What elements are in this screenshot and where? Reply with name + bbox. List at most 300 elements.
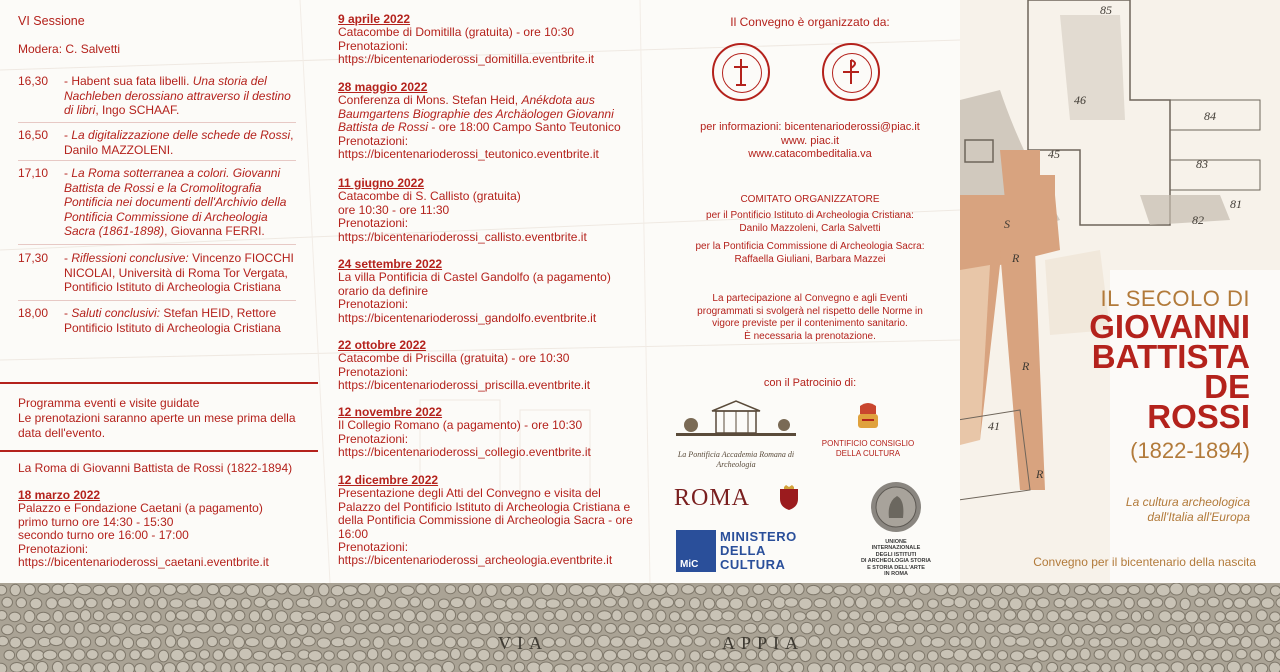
section-rule xyxy=(0,450,318,452)
cobblestone xyxy=(253,651,266,660)
cobblestone xyxy=(785,598,798,607)
cobblestone xyxy=(86,598,98,608)
cobblestone xyxy=(1165,650,1175,660)
cobblestone xyxy=(1227,661,1240,672)
cobblestone xyxy=(52,584,64,594)
cobblestone xyxy=(905,662,915,672)
cobblestone xyxy=(931,638,945,648)
cobblestone xyxy=(1032,662,1042,672)
event-link[interactable]: https://bicentenarioderossi_gandolfo.eventbrite.it xyxy=(338,310,597,325)
cobblestone xyxy=(760,599,771,608)
event-line: ore 10:30 - ore 11:30 xyxy=(338,202,450,217)
cobblestone xyxy=(340,625,350,634)
cobblestone xyxy=(478,649,490,660)
cobblestone xyxy=(961,663,974,672)
cobblestone xyxy=(838,611,848,620)
cobblestone xyxy=(976,611,988,622)
cobblestone xyxy=(1247,597,1260,607)
talk-speaker: , Ingo SCHAAF. xyxy=(95,103,180,118)
cobblestone xyxy=(963,611,973,621)
cobblestone xyxy=(213,623,225,633)
cobblestone xyxy=(176,611,189,620)
info-email[interactable]: per informazioni: bicentenarioderossi@piac.it xyxy=(700,121,920,133)
cobblestone xyxy=(135,612,147,622)
cobblestone xyxy=(387,585,397,594)
cobblestone xyxy=(865,585,876,596)
cobblestone xyxy=(149,586,161,596)
cobblestone xyxy=(921,636,932,647)
event-date: 9 aprile 2022 xyxy=(338,12,411,26)
cobblestone xyxy=(150,662,162,672)
cobblestone xyxy=(234,610,245,620)
cobblestone xyxy=(1082,624,1094,635)
cobblestone xyxy=(501,664,511,672)
talk-plain: - xyxy=(64,251,68,265)
cobblestone xyxy=(115,650,125,661)
cobblestone xyxy=(612,610,622,621)
event-link[interactable]: https://bicentenarioderossi_archeologia.eventbrite.it xyxy=(338,553,613,568)
cobblestone xyxy=(876,611,888,622)
cobblestone xyxy=(107,586,119,596)
cobblestone xyxy=(1180,598,1190,609)
cobblestone xyxy=(1074,586,1086,595)
cobblestone xyxy=(556,584,566,596)
info-block xyxy=(660,121,960,162)
cobblestone xyxy=(2,597,13,607)
cobblestone xyxy=(724,663,735,672)
cobblestone xyxy=(1004,610,1016,620)
cobblestone xyxy=(319,584,329,596)
cobblestone xyxy=(1121,623,1134,633)
cobblestone xyxy=(165,636,175,648)
cobblestone xyxy=(192,662,204,672)
cobblestone xyxy=(151,612,161,623)
cobblestone xyxy=(158,650,168,662)
cobblestone xyxy=(224,648,238,660)
cobblestone xyxy=(1178,649,1192,660)
cobblestone xyxy=(982,650,995,660)
accademia-logo xyxy=(666,395,806,467)
cobblestone xyxy=(170,599,183,608)
cobblestone xyxy=(1194,623,1204,634)
event-item xyxy=(338,13,638,67)
cobblestone xyxy=(934,585,947,596)
cobblestone xyxy=(1241,585,1251,595)
cobblestone xyxy=(794,612,806,621)
program-block xyxy=(18,396,308,441)
committee-line: Danilo Mazzoleni, Carla Salvetti xyxy=(739,222,881,234)
cobblestone xyxy=(710,610,723,621)
cobblestone xyxy=(0,585,7,595)
pontificio-consiglio-logo xyxy=(818,400,918,464)
cobblestone xyxy=(659,624,671,634)
cobblestone xyxy=(344,637,357,647)
cobblestone xyxy=(744,623,757,633)
cobblestone xyxy=(1270,586,1280,596)
cobblestone xyxy=(93,611,104,621)
cobblestone xyxy=(666,584,678,596)
cobblestone xyxy=(10,663,23,672)
map-letter: R xyxy=(1022,359,1030,373)
cobblestone xyxy=(290,611,303,622)
cobblestone xyxy=(1221,650,1233,661)
cobblestone xyxy=(24,584,35,595)
talk-speaker: , Giovanna FERRI. xyxy=(164,224,265,239)
cobblestone xyxy=(793,662,804,672)
cobblestone xyxy=(1017,664,1031,672)
cobblestone xyxy=(656,610,666,622)
cobblestone xyxy=(990,662,1001,671)
cobblestone xyxy=(513,586,523,595)
cobblestone xyxy=(157,597,167,608)
cobblestone xyxy=(957,623,967,634)
event-item xyxy=(338,406,638,460)
cobblestone xyxy=(829,650,841,661)
cobblestone xyxy=(641,609,653,621)
event-line: Prenotazioni: xyxy=(338,540,409,555)
event-link[interactable]: https://bicentenarioderossi_collegio.eventbrite.it xyxy=(338,445,591,460)
cobblestone xyxy=(512,612,525,622)
cobblestone xyxy=(998,598,1008,609)
cobblestone xyxy=(185,651,197,661)
cobblestone xyxy=(1087,610,1100,622)
cobblestone xyxy=(130,650,141,660)
cobblestone xyxy=(368,623,380,633)
cobblestone xyxy=(633,650,646,660)
cobblestone xyxy=(190,584,203,595)
cobblestone xyxy=(877,664,890,672)
cobblestone xyxy=(65,636,78,648)
cobblestone xyxy=(638,638,651,649)
info-web[interactable]: www. piac.it xyxy=(780,134,840,147)
cobblestone xyxy=(808,663,821,672)
ministero-logo xyxy=(676,530,806,574)
cobblestone xyxy=(690,651,701,662)
cover-title-line1: IL SECOLO DI xyxy=(1100,286,1250,311)
cobblestone xyxy=(309,596,322,608)
cobblestone xyxy=(136,638,149,648)
event-link[interactable]: https://bicentenarioderossi_priscilla.eventbrite.it xyxy=(338,378,591,393)
cobblestone xyxy=(949,637,960,647)
cobblestone xyxy=(431,636,443,646)
cobblestone xyxy=(598,635,611,647)
cobblestone xyxy=(1241,636,1252,648)
cobblestone xyxy=(1024,649,1038,659)
cobblestone xyxy=(633,598,643,609)
session-title: VI Sessione xyxy=(18,14,85,28)
talk-time: 16,30 xyxy=(18,74,49,88)
cobblestone xyxy=(969,599,980,609)
cobblestone xyxy=(1061,663,1073,672)
cobblestone xyxy=(437,623,447,633)
cobblestone xyxy=(409,650,421,661)
cobblestone xyxy=(183,624,196,633)
cobblestone xyxy=(695,610,708,621)
cobblestone xyxy=(225,625,238,635)
divider xyxy=(18,160,296,161)
cobblestone xyxy=(1213,638,1226,648)
cobblestone xyxy=(863,662,875,672)
cobblestone xyxy=(572,611,582,621)
cobblestone xyxy=(548,650,560,661)
cobblestone xyxy=(821,638,831,648)
event-line: - ore 18:00 Campo Santo Teutonico xyxy=(431,120,621,135)
cobblestone xyxy=(239,648,252,660)
map-number: 84 xyxy=(1204,109,1216,123)
cobblestone xyxy=(1227,584,1240,595)
cobblestone xyxy=(380,624,394,634)
cobblestone xyxy=(765,610,779,620)
cobblestone xyxy=(451,624,463,634)
cobblestone xyxy=(478,623,491,635)
cobblestone xyxy=(367,649,378,660)
cobblestone xyxy=(1026,598,1037,609)
cobblestone xyxy=(1010,598,1023,610)
cobblestone xyxy=(885,597,895,607)
cobblestone xyxy=(353,651,366,662)
cobblestone xyxy=(899,651,909,660)
cobblestone xyxy=(709,662,722,672)
cobblestone xyxy=(1255,663,1268,672)
cobblestone xyxy=(647,649,659,661)
cover-years: (1822-1894) xyxy=(1130,438,1250,463)
cobblestone xyxy=(541,584,553,596)
cobblestone xyxy=(1215,612,1225,622)
cobblestone xyxy=(1025,622,1039,634)
cobblestone xyxy=(359,610,370,621)
cobblestone xyxy=(1080,648,1090,660)
cobblestone xyxy=(50,637,63,646)
cobblestone xyxy=(445,609,455,621)
cobblestone xyxy=(1142,663,1155,672)
mic-badge xyxy=(676,530,716,572)
cobblestone xyxy=(31,650,44,661)
committee-line: per il Pontificio Istituto di Archeologia Cristiana: xyxy=(706,210,914,221)
committee-list xyxy=(660,210,960,266)
cobblestone xyxy=(723,585,734,596)
event-link[interactable]: https://bicentenarioderossi_callisto.eventbrite.it xyxy=(338,229,587,244)
cobblestone xyxy=(214,597,226,608)
accademia-caption: La Pontificia Accademia Romana di Archeologia xyxy=(677,450,795,469)
cobblestone xyxy=(1059,584,1070,596)
cobblestone xyxy=(1115,663,1126,672)
cobblestone xyxy=(381,649,392,659)
cobblestone xyxy=(113,598,126,607)
cobblestone-pattern xyxy=(0,583,1280,672)
cobblestone xyxy=(822,663,833,672)
cobblestone xyxy=(1068,623,1078,634)
ministero-word: DELLA xyxy=(720,543,766,558)
cobblestone xyxy=(617,649,631,660)
cobblestone xyxy=(282,598,293,609)
cobblestone xyxy=(1045,638,1057,647)
cobblestone xyxy=(722,611,735,621)
cobblestone xyxy=(897,624,909,633)
cobblestone xyxy=(1081,599,1094,608)
cobblestone xyxy=(275,611,287,623)
cobblestone xyxy=(1179,624,1192,634)
cobblestone xyxy=(387,663,399,672)
cobblestone xyxy=(546,599,560,608)
cobblestone xyxy=(417,638,428,648)
cobblestone xyxy=(415,663,428,672)
cobblestone xyxy=(459,663,470,672)
cobblestone xyxy=(767,662,778,672)
cobblestone xyxy=(1206,623,1219,635)
cobblestone xyxy=(590,597,601,607)
cobblestone xyxy=(87,650,99,660)
cobblestone xyxy=(1110,625,1121,634)
cobblestone xyxy=(1187,663,1198,672)
cobblestone xyxy=(849,611,860,620)
cobblestone xyxy=(401,586,414,595)
cobblestone xyxy=(848,637,859,647)
cobblestone xyxy=(53,611,63,623)
cobblestone xyxy=(373,637,384,649)
cobblestone xyxy=(486,585,497,597)
cobblestone xyxy=(1108,598,1121,608)
event-link[interactable]: https://bicentenarioderossi_teutonico.eventbrite.it xyxy=(338,147,599,162)
cobblestone xyxy=(583,612,593,621)
cobblestone xyxy=(1261,598,1274,609)
cobblestone xyxy=(779,663,792,672)
cobblestone xyxy=(1130,664,1143,672)
committee-title: COMITATO ORGANIZZATORE xyxy=(740,194,880,205)
cobblestone xyxy=(347,662,358,672)
cobblestone xyxy=(303,636,316,646)
cobblestone xyxy=(52,661,63,672)
cobblestone xyxy=(543,611,554,620)
cobblestone xyxy=(1139,649,1150,660)
cobblestone xyxy=(948,585,959,596)
cobblestone xyxy=(358,584,371,595)
cobblestone xyxy=(1066,649,1077,660)
cobblestone xyxy=(296,598,309,607)
cobblestone xyxy=(1054,598,1065,607)
cobblestone xyxy=(696,663,706,672)
cobblestone xyxy=(555,638,566,647)
cobblestone xyxy=(73,649,85,660)
cobblestone xyxy=(304,664,317,672)
cobblestone xyxy=(695,586,706,595)
cobblestone xyxy=(255,623,265,634)
cobblestone xyxy=(78,585,92,595)
cobblestone xyxy=(372,611,385,620)
cobblestone xyxy=(1205,649,1219,660)
cobblestone xyxy=(1159,611,1171,622)
cobblestone xyxy=(1234,624,1245,635)
cobblestone xyxy=(624,584,638,595)
cobblestone xyxy=(274,663,287,672)
cobblestone xyxy=(659,651,672,661)
cobblestone xyxy=(1101,611,1112,622)
event-line: Prenotazioni: xyxy=(338,297,409,312)
cobblestone xyxy=(885,623,898,634)
cobblestone xyxy=(1254,584,1266,595)
map-number: 85 xyxy=(1100,3,1112,17)
cobblestone xyxy=(486,664,496,672)
cobblestone xyxy=(246,585,259,597)
cobblestone xyxy=(1047,662,1058,672)
cobblestone xyxy=(1143,611,1153,621)
cobblestone xyxy=(753,584,764,594)
cobblestone xyxy=(730,598,743,609)
cobblestone xyxy=(844,623,855,634)
cover-subtitle: dall'Italia all'Europa xyxy=(1147,510,1250,524)
cobblestone xyxy=(129,597,139,607)
talk-time: 17,30 xyxy=(18,251,49,265)
cobblestone xyxy=(598,663,609,672)
event-link[interactable]: https://bicentenarioderossi_caetani.eventbrite.it xyxy=(18,555,269,570)
cobblestone xyxy=(653,637,664,646)
cobblestone xyxy=(526,611,538,622)
cobblestone xyxy=(16,598,26,608)
cobblestone xyxy=(653,663,667,672)
street-label-via: VIA xyxy=(498,633,548,653)
cobblestone xyxy=(844,651,854,661)
talk-title: La Roma sotterranea a colori. Giovanni Battista de Rossi e la Cromolitografia Pontificia nei documenti dell'Archivio della Pontificia Commissione di Archeologia Sacra (1861-1898) xyxy=(64,166,287,239)
cover-title-word: GIOVANNI xyxy=(1089,308,1250,345)
cobblestone xyxy=(388,610,401,620)
cobblestone xyxy=(16,624,26,633)
cobblestone xyxy=(653,584,667,595)
cobblestone xyxy=(1171,611,1185,622)
cobblestone xyxy=(375,585,386,596)
cobblestone xyxy=(262,585,275,596)
cobblestone xyxy=(1137,598,1150,608)
participation-line: programmati si svolgerà nel rispetto delle Norme in xyxy=(697,305,923,317)
cobblestone xyxy=(799,598,812,609)
map-letter: R xyxy=(1036,467,1044,481)
event-link[interactable]: https://bicentenarioderossi_domitilla.eventbrite.it xyxy=(338,52,595,67)
organized-by: Il Convegno è organizzato da: xyxy=(730,15,890,29)
cobblestone xyxy=(856,597,868,609)
cobblestone xyxy=(830,597,841,608)
talk-title: Una storia del Nachleben derossiano attraverso il destino di libri xyxy=(64,74,291,118)
cobblestone xyxy=(464,648,477,660)
talk-title: Saluti conclusivi: xyxy=(71,306,161,320)
cobblestone xyxy=(667,636,680,647)
cobblestone xyxy=(927,651,938,661)
info-web[interactable]: www.catacombeditalia.va xyxy=(748,148,872,160)
cobblestone xyxy=(1074,637,1085,646)
cobblestone xyxy=(173,624,183,636)
cobblestone xyxy=(611,585,624,596)
cobblestone xyxy=(1151,598,1163,608)
cover-title-word: ROSSI xyxy=(1147,398,1250,435)
cobblestone xyxy=(438,599,449,609)
cobblestone xyxy=(527,662,540,672)
cobblestone xyxy=(470,662,483,672)
cobblestone xyxy=(164,663,176,672)
cobblestone xyxy=(197,597,211,608)
cobblestone xyxy=(577,598,588,607)
talk-title: La digitalizzazione delle schede de Rossi xyxy=(71,128,291,142)
cobblestone xyxy=(780,584,792,595)
cobblestone xyxy=(46,598,57,609)
cobblestone xyxy=(141,649,155,659)
cobblestone xyxy=(1108,649,1121,661)
cobblestone xyxy=(493,599,506,609)
cobblestone xyxy=(373,663,384,672)
cobblestone xyxy=(163,584,176,595)
cobblestone xyxy=(1094,650,1105,660)
cobblestone xyxy=(339,600,349,609)
cobblestone xyxy=(262,662,275,672)
cobblestone xyxy=(37,612,51,621)
cobblestone xyxy=(1011,651,1024,661)
cobblestone xyxy=(1094,624,1107,635)
